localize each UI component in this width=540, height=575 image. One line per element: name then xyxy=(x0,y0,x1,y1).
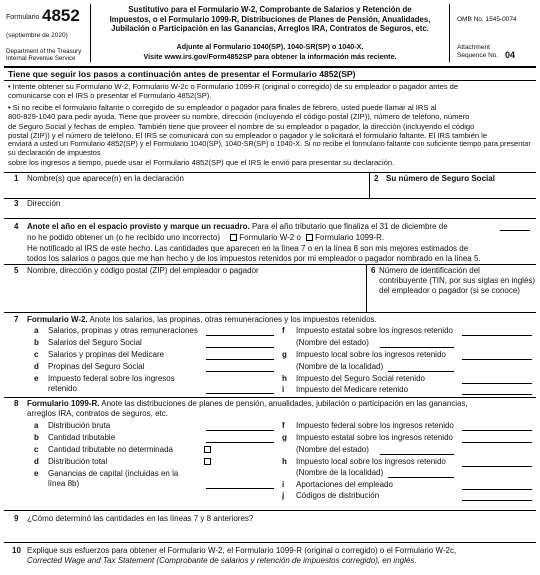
revision-date: (septiembre de 2020) xyxy=(6,32,68,39)
line-8j-field[interactable] xyxy=(462,500,532,501)
line-4-instruction: Anote el año en el espacio provisto y marque un recuadro. xyxy=(27,222,250,231)
line-8b-field[interactable] xyxy=(206,442,274,443)
irs-name: Internal Revenue Service xyxy=(6,55,76,62)
line-2-label: Su número de Seguro Social xyxy=(386,174,495,183)
line-8i-field[interactable] xyxy=(462,489,532,490)
header-divider-right xyxy=(449,4,450,62)
taxable-amount-not-determined-checkbox[interactable] xyxy=(204,446,211,453)
rule-line-3 xyxy=(4,198,536,199)
line-9-number: 9 xyxy=(14,514,19,523)
form-number: 4852 xyxy=(42,6,80,25)
p2-line: de Seguro Social y fechas de empleo. También tiene que proveer el nombre de su empleador o pagador, la dirección (incluyendo el código xyxy=(8,121,475,131)
line-8i-label: Aportaciones del empleado xyxy=(296,480,393,489)
line-7c-letter: c xyxy=(34,350,39,359)
line-8h-locality-label: (Nombre de la localidad) xyxy=(296,468,384,477)
line-8b-label: Cantidad tributable xyxy=(48,433,116,442)
line-8-number: 8 xyxy=(14,399,19,408)
form-word: Formulario xyxy=(6,14,40,21)
line-6-label xyxy=(379,266,535,295)
attach-instruction: Adjunte al Formulario 1040(SP), 1040-SR(SP) o 1040-X. xyxy=(176,42,364,51)
line-8d-label: Distribución total xyxy=(48,457,108,466)
line-8g-state-label: (Nombre del estado) xyxy=(296,445,369,454)
line-8i-letter: i xyxy=(282,480,285,489)
line-7g-letter: g xyxy=(282,350,287,359)
line-7h-field[interactable] xyxy=(462,383,532,384)
line-4-number: 4 xyxy=(14,222,19,231)
line-8e-label-cont: línea 8b) xyxy=(48,479,80,488)
line-8j-label: Códigos de distribución xyxy=(296,491,380,500)
line-8e-label: Ganancias de capital (incluidas en la xyxy=(48,469,179,478)
omb-number: OMB No. 1545-0074 xyxy=(457,16,517,23)
form-1099r-checkbox[interactable] xyxy=(306,234,313,241)
line-3-label: Dirección xyxy=(27,199,61,208)
line-1-label: Nombre(s) que aparece(n) en la declaración xyxy=(27,174,184,183)
line-8a-letter: a xyxy=(34,421,39,430)
line-7f-label: Impuesto estatal sobre los ingresos retenido xyxy=(296,326,453,335)
line-8h-label: Impuesto local sobre los ingresos retenido xyxy=(296,457,446,466)
line-7b-letter: b xyxy=(34,338,39,347)
form-header xyxy=(0,0,540,64)
line-8-heading xyxy=(27,399,468,409)
line-4-text: no he podido obtener un (o he recibido uno incorrecto) xyxy=(27,233,221,242)
name-on-return-field[interactable] xyxy=(24,184,366,197)
line-8-instruction: Anote las distribuciones de planes de pensión, anualidades, jubilación o participación en las ganancias, xyxy=(101,399,468,408)
line-6-text: contribuyente (TIN, por sus siglas en inglés) xyxy=(379,275,536,285)
line-7f-state-label: (Nombre del estado) xyxy=(296,338,369,347)
line-7g-locality-field[interactable] xyxy=(388,371,454,372)
line-4-row-1 xyxy=(27,222,448,232)
rule-line-7 xyxy=(4,312,536,313)
line-8c-letter: c xyxy=(34,445,39,454)
line-8e-letter: e xyxy=(34,469,39,478)
line-2-number: 2 xyxy=(374,174,379,183)
rule-line-8 xyxy=(4,397,536,398)
line-10-label-1: Explique sus esfuerzos para obtener el Formulario W-2, el Formulario 1099-R (original o corregido) o el Formulario W-2c, xyxy=(27,546,457,555)
line-7a-field[interactable] xyxy=(206,335,274,336)
line-8-form-label: Formulario 1099-R. xyxy=(27,399,100,408)
p1-line: comunicarse con el IRS o presentar el Formulario 4852(SP). xyxy=(8,91,212,101)
intro-paragraph-1 xyxy=(8,82,532,101)
or-label: o xyxy=(296,233,301,242)
address-field[interactable] xyxy=(24,208,534,218)
rule-line-1 xyxy=(4,172,536,173)
line-8f-letter: f xyxy=(282,421,285,430)
line-5-number: 5 xyxy=(14,266,19,275)
form-w2-label: Formulario W-2 xyxy=(239,233,295,242)
line-7e-label-cont: retenido xyxy=(48,384,77,393)
visit-instruction: Visite www.irs.gov/Form4852SP para obtener la información más reciente. xyxy=(143,52,397,61)
line-8a-label: Distribución bruta xyxy=(48,421,111,430)
line-6-text: Número de identificación del xyxy=(379,266,480,275)
line-7i-label: Impuesto del Medicare retenido xyxy=(296,385,409,394)
line-7i-letter: i xyxy=(282,385,285,394)
rule-line-5 xyxy=(4,264,536,265)
line-8e-field[interactable] xyxy=(206,488,274,489)
bullet: • xyxy=(8,103,11,112)
total-distribution-checkbox[interactable] xyxy=(204,458,211,465)
line-8g-state-field[interactable] xyxy=(380,454,454,455)
sequence-label: Sequence No. xyxy=(457,52,499,59)
line-8d-letter: d xyxy=(34,457,39,466)
line-4-row-3: He notificado al IRS de este hecho. Las cantidades que aparecen en la línea 7 o en la línea 8 son mis mejores estimados de xyxy=(27,244,469,253)
line-1-number: 1 xyxy=(14,174,19,183)
line-7f-letter: f xyxy=(282,326,285,335)
line-7a-label: Salarios, propinas y otras remuneraciones xyxy=(48,326,198,335)
line-7g-label: Impuesto local sobre los ingresos retenido xyxy=(296,350,446,359)
line-8f-field[interactable] xyxy=(462,430,532,431)
employer-tin-field[interactable] xyxy=(370,297,534,311)
line-10-text: Corrected Wage and Tax Statement (Comprobante de salarios y retención de impuestos corregido), en inglés. xyxy=(27,556,417,565)
tax-year-field[interactable] xyxy=(500,230,530,231)
line-7h-letter: h xyxy=(282,374,287,383)
attachment-label: Attachment xyxy=(457,44,490,51)
line-7d-label: Propinas del Seguro Social xyxy=(48,362,145,371)
p2-line: sobre los ingresos a tiempo, puede usar el Formulario 4852(SP) que el IRS le envió para presentar su declaración. xyxy=(8,157,395,167)
line-5-label: Nombre, dirección y código postal (ZIP) del empleador o pagador xyxy=(27,266,259,275)
line-8h-field[interactable] xyxy=(462,466,532,467)
bullet: • xyxy=(8,82,11,91)
dept-treasury: Department of the Treasury xyxy=(6,48,82,55)
line-7-heading xyxy=(27,315,377,325)
line-7a-letter: a xyxy=(34,326,39,335)
line-7g-field[interactable] xyxy=(462,359,532,360)
line-7-number: 7 xyxy=(14,315,19,324)
rule-line-4 xyxy=(4,218,536,219)
line-7e-label: Impuesto federal sobre los ingresos xyxy=(48,374,175,383)
p2-line: 800-829-1040 para pedir ayuda. Tiene que proveer su nombre, dirección (incluyendo el código postal (ZIP)), número de teléfono, número xyxy=(8,112,470,122)
line-7i-field[interactable] xyxy=(462,394,532,395)
intro-paragraph-2 xyxy=(8,103,532,167)
line-8j-letter: j xyxy=(282,491,285,500)
rule-line-9 xyxy=(4,510,536,511)
line-7-instruction: Anote los salarios, las propinas, otras remuneraciones y los impuestos retenidos. xyxy=(89,315,377,324)
line-8-heading-cont: arreglos IRA, contratos de seguros, etc. xyxy=(27,409,168,418)
line-7b-field[interactable] xyxy=(206,347,274,348)
form-1099r-label: Formulario 1099-R. xyxy=(315,233,385,242)
p1-line: Intente obtener su Formulario W-2, Formulario W-2c o Formulario 1099-R (original o corregido) de su empleador o pagador antes de xyxy=(12,82,459,91)
line-7-form-label: Formulario W-2. xyxy=(27,315,88,324)
line-7c-label: Salarios y propinas del Medicare xyxy=(48,350,165,359)
line-4-row-4: todos los salarios o pagos que me han hecho y de los impuestos retenidos por mi empleador o pagador nombrado en la línea 5. xyxy=(27,254,481,263)
header-divider-left xyxy=(90,4,91,62)
line-9-label: ¿Cómo determinó las cantidades en las líneas 7 y 8 anteriores? xyxy=(27,514,254,523)
line-10-label-2 xyxy=(27,556,417,566)
line-7h-label: Impuesto del Seguro Social retenido xyxy=(296,374,425,383)
how-amounts-determined-field[interactable] xyxy=(24,525,534,541)
line-7e-field[interactable] xyxy=(206,393,274,394)
p2-line: Si no recibe el formulario faltante o corregido de su empleador o pagador para finales de febrero, usted puede llamar al IRS al xyxy=(12,103,437,112)
efforts-explanation-field[interactable] xyxy=(24,566,534,574)
intro-heading-rule xyxy=(4,80,536,81)
employer-name-address-field[interactable] xyxy=(24,276,364,312)
line-8g-letter: g xyxy=(282,433,287,442)
line-8h-locality-field[interactable] xyxy=(388,477,454,478)
line-8g-field[interactable] xyxy=(462,442,532,443)
line-10-number: 10 xyxy=(12,546,21,555)
line-7c-field[interactable] xyxy=(206,359,274,360)
line-7e-letter: e xyxy=(34,374,39,383)
title-line-2: Impuestos, o el Formulario 1099-R, Distribuciones de Planes de Pensión, Anualidades, xyxy=(109,14,431,24)
title-line-1: Sustitutivo para el Formulario W-2, Comprobante de Salarios y Retención de xyxy=(128,5,412,14)
line-5-6-divider xyxy=(366,264,367,312)
line-6-number: 6 xyxy=(371,266,376,275)
rule-line-10 xyxy=(4,542,536,543)
p2-line: enviará a usted un Formulario 4852(SP) y el Formulario 1040(SP), 1040-SR(SP) o 1040-X. Si no recibe el formulario faltante con suficiente tiempo para presentar su declaración de impuestos xyxy=(8,139,531,157)
line-3-number: 3 xyxy=(14,199,19,208)
line-8c-label: Cantidad tributable no determinada xyxy=(48,445,173,454)
line-8a-field[interactable] xyxy=(206,430,274,431)
line-8f-label: Impuesto federal sobre los ingresos retenido xyxy=(296,421,454,430)
line-7d-field[interactable] xyxy=(206,371,274,372)
line-8h-letter: h xyxy=(282,457,287,466)
header-bottom-rule xyxy=(4,66,536,68)
line-7f-field[interactable] xyxy=(462,335,532,336)
intro-heading: Tiene que seguir los pasos a continuación antes de presentar el Formulario 4852(SP) xyxy=(8,69,356,79)
form-w2-checkbox[interactable] xyxy=(230,234,237,241)
p2-line: postal (ZIP)) y el número de teléfono. El IRS se comunicará con su empleador o pagador y le solicitará el formulario faltante. El IRS también le xyxy=(8,130,488,140)
form-title xyxy=(94,5,446,34)
title-line-3: Jubilación o Participación en las Ganancias, Arreglos IRA, Contratos de Seguros, etc. xyxy=(111,24,429,34)
line-7f-state-field[interactable] xyxy=(380,347,454,348)
line-7g-locality-label: (Nombre de la localidad) xyxy=(296,362,384,371)
line-4-year-prompt: Para el año tributario que finaliza el 31 de diciembre de xyxy=(251,222,448,231)
line-1-2-divider xyxy=(369,172,370,198)
ssn-field[interactable] xyxy=(372,184,534,197)
line-8b-letter: b xyxy=(34,433,39,442)
line-4-row-2 xyxy=(27,233,384,243)
sequence-number: 04 xyxy=(505,50,516,60)
line-6-text: del empleador o pagador (si se conoce) xyxy=(379,285,520,295)
line-8g-label: Impuesto estatal sobre los ingresos retenido xyxy=(296,433,453,442)
line-7b-label: Salarios del Seguro Social xyxy=(48,338,142,347)
line-7d-letter: d xyxy=(34,362,39,371)
